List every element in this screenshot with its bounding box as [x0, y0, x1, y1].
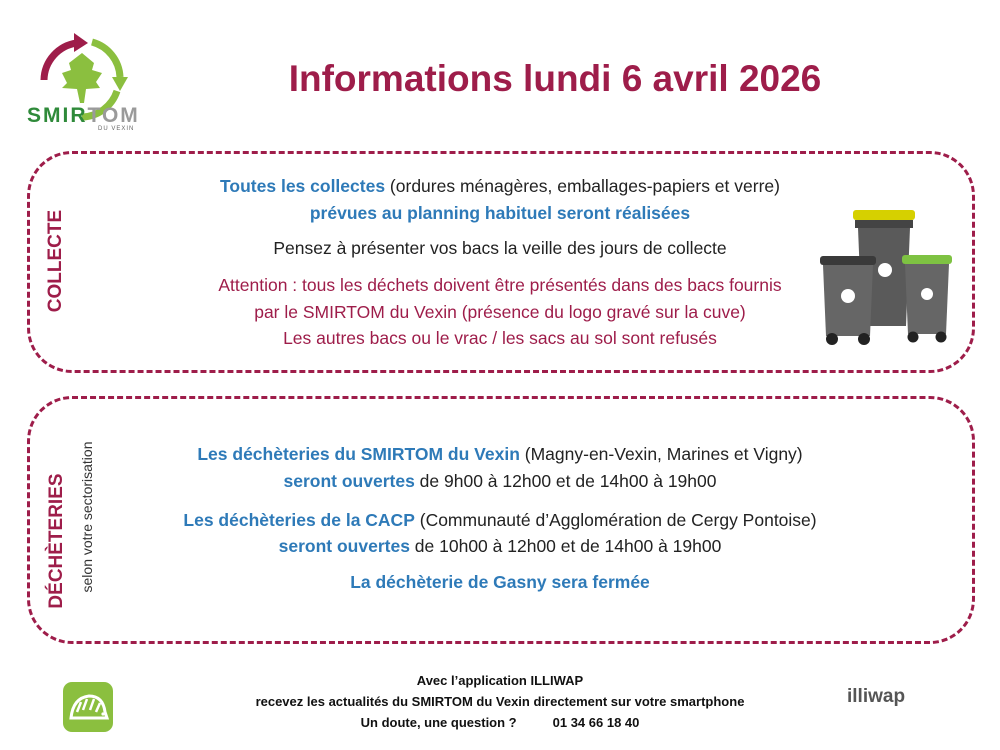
smirtom-decheteries-rest: (Magny-en-Vexin, Marines et Vigny)	[519, 444, 803, 464]
footer-phone: 01 34 66 18 40	[552, 715, 640, 730]
logo-wordmark	[27, 104, 140, 128]
logo-subtitle: DU VEXIN	[98, 126, 135, 132]
logo-name-part1: SMIR	[27, 104, 88, 127]
illiwap-logo: illiwap	[847, 686, 906, 707]
page-title: Informations lundi 6 avril 2026	[288, 58, 822, 99]
gasny-closed-line: La déchèterie de Gasny sera fermée	[350, 572, 650, 592]
cacp-decheteries-line	[80, 510, 920, 531]
collecte-line1-bold: Toutes les collectes	[220, 176, 386, 196]
smirtom-hours-line	[80, 471, 920, 492]
smirtom-decheteries-bold: Les déchèteries du SMIRTOM du Vexin	[197, 444, 520, 464]
smirtom-decheteries-line	[80, 444, 920, 465]
footer-line2: recevez les actualités du SMIRTOM du Vexin directement sur votre smartphone	[255, 694, 745, 709]
footer-line3	[0, 715, 1000, 730]
footer-line1: Avec l’application ILLIWAP	[416, 673, 584, 688]
collecte-attention3: Les autres bacs ou le vrac / les sacs au sol sont refusés	[283, 328, 717, 348]
decheteries-label: DÉCHÈTERIES	[46, 473, 67, 609]
collecte-label: COLLECTE	[45, 209, 66, 313]
collecte-line1-rest: (ordures ménagères, emballages-papiers et verre)	[385, 176, 780, 196]
wheelie-bins-illustration	[818, 208, 958, 348]
smirtom-hours-rest: de 9h00 à 12h00 et de 14h00 à 19h00	[414, 471, 717, 491]
cacp-decheteries-bold: Les déchèteries de la CACP	[183, 510, 415, 530]
cacp-decheteries-rest: (Communauté d’Agglomération de Cergy Pontoise)	[414, 510, 817, 530]
collecte-line2: prévues au planning habituel seront réalisées	[309, 203, 691, 223]
cacp-hours-line	[80, 536, 920, 557]
collecte-line1	[80, 176, 920, 197]
smirtom-hours-bold: seront ouvertes	[283, 471, 415, 491]
cacp-hours-rest: de 10h00 à 12h00 et de 14h00 à 19h00	[409, 536, 722, 556]
footer-question: Un doute, une question ?	[360, 715, 517, 730]
logo-name-part2: TOM	[87, 104, 140, 127]
collecte-attention1: Attention : tous les déchets doivent être présentés dans des bacs fournis	[218, 275, 782, 295]
cacp-hours-bold: seront ouvertes	[278, 536, 410, 556]
collecte-line3: Pensez à présenter vos bacs la veille des jours de collecte	[273, 238, 727, 258]
collecte-attention2: par le SMIRTOM du Vexin (présence du logo gravé sur la cuve)	[254, 302, 746, 322]
decheteries-sublabel: selon votre sectorisation	[79, 441, 95, 593]
